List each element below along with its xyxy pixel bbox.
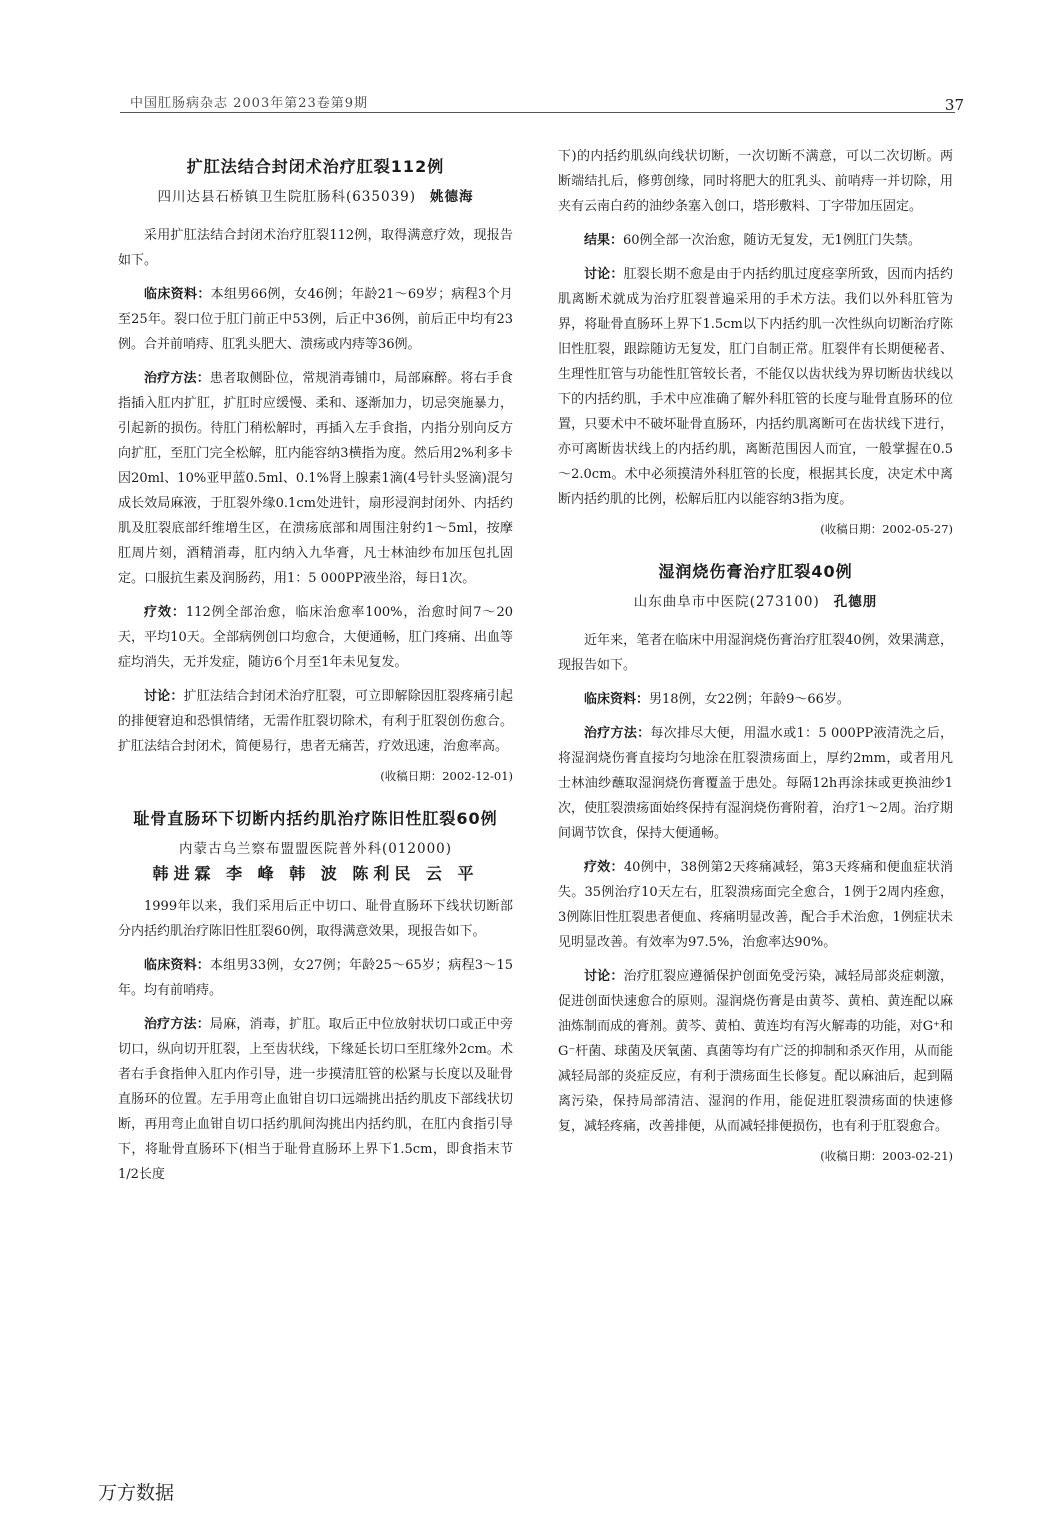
article2-received: (收稿日期：2002-05-27) xyxy=(820,522,953,536)
article3-affiliation: 山东曲阜市中医院(273100) xyxy=(633,594,820,610)
article2-discussion xyxy=(558,262,953,512)
article2-intro: 1999年以来，我们采用后正中切口、耻骨直肠环下线状切断部分内括约肌治疗陈旧性肛裂60例，取得满意效果，现报告如下。 xyxy=(118,899,513,939)
article2-affiliation: 内蒙古乌兰察布盟盟医院普外科(012000) xyxy=(178,841,453,857)
article2-result-text: 60例全部一次治愈，随访无复发，无1例肛门失禁。 xyxy=(623,233,921,248)
header-rule xyxy=(120,112,955,113)
article2-clinical-label: 临床资料： xyxy=(144,958,210,973)
article2-clinical-text: 本组男33例，女27例；年龄25～65岁；病程3～15年。均有前哨痔。 xyxy=(118,958,513,998)
right-column xyxy=(558,144,953,1186)
article3-efficacy-label: 疗效： xyxy=(584,860,624,875)
article1-title: 扩肛法结合封闭术治疗肛裂112例 xyxy=(186,157,445,176)
article1-method-label: 治疗方法： xyxy=(144,371,210,386)
page-number: 37 xyxy=(944,96,964,114)
left-column xyxy=(118,150,513,1196)
article1-affiliation: 四川达县石桥镇卫生院肛肠科(635039) xyxy=(157,189,417,205)
article3-byline xyxy=(558,590,953,610)
article2-method xyxy=(118,1012,513,1187)
article3-method xyxy=(558,721,953,846)
article3-received: (收稿日期：2003-02-21) xyxy=(820,1149,953,1163)
article1-efficacy xyxy=(118,600,513,675)
article3-discussion xyxy=(558,964,953,1139)
article1-method xyxy=(118,366,513,591)
article1-intro: 采用扩肛法结合封闭术治疗肛裂112例，取得满意疗效，现报告如下。 xyxy=(118,228,513,268)
article1-discussion-label: 讨论： xyxy=(144,689,184,704)
article1-clinical-text: 本组男66例，女46例；年龄21～69岁；病程3个月至25年。裂口位于肛门前正中53例，后正中36例，前后正中均有23例。合并前哨痔、肛乳头肥大、溃疡或内痔等36例。 xyxy=(118,287,513,352)
article3-intro: 近年来，笔者在临床中用湿润烧伤膏治疗肛裂40例，效果满意，现报告如下。 xyxy=(558,633,953,673)
article1-author: 姚德海 xyxy=(430,189,474,205)
article1-byline xyxy=(118,185,513,205)
article1-discussion-text: 扩肛法结合封闭术治疗肛裂，可立即解除因肛裂疼痛引起的排便窘迫和恐惧情绪，无需作肛裂切除术，有利于肛裂创伤愈合。扩肛法结合封闭术，简便易行，患者无痛苦，疗效迅速，治愈率高。 xyxy=(118,689,513,754)
article2-authors: 韩进霖 李 峰 韩 波 陈利民 云 平 xyxy=(152,864,479,883)
article2-result-label: 结果： xyxy=(584,233,624,248)
article2-discussion-label: 讨论： xyxy=(584,267,624,282)
article1-received: (收稿日期：2002-12-01) xyxy=(380,769,513,783)
article2-result xyxy=(558,228,953,253)
article1-clinical xyxy=(118,282,513,357)
article3-clinical-text: 男18例，女22例；年龄9～66岁。 xyxy=(649,692,850,707)
article1-efficacy-label: 疗效： xyxy=(144,605,186,620)
article2-method-text: 局麻，消毒，扩肛。取后正中位放射状切口或正中旁切口，纵向切开肛裂，上至齿状线，下缘延长切口至肛缘外2cm。术者右手食指伸入肛内作引导，进一步摸清肛管的松紧与长度以及耻骨直肠环的位置。左手用弯止血钳自切口远端挑出括约肌皮下部线状切断，再用弯止血钳自切口括约肌间沟挑出内括约肌，在肛内食指引导下，将耻骨直肠环下(相当于耻骨直肠环上界下1.5cm，即食指末节1/2长度 xyxy=(118,1017,513,1182)
article3-efficacy xyxy=(558,855,953,955)
article3-clinical xyxy=(558,687,953,712)
article2-method-continued: 下)的内括约肌纵向线状切断，一次切断不满意，可以二次切断。两断端结扎后，修剪创缘，同时将肥大的肛乳头、前哨痔一并切除，用夹有云南白药的油纱条塞入创口，塔形敷料、丁字带加压固定。 xyxy=(558,149,953,214)
article2-method-label: 治疗方法： xyxy=(144,1017,210,1032)
article1-discussion xyxy=(118,684,513,759)
article3-method-text: 每次排尽大便，用温水或1：5 000PP液清洗之后，将湿润烧伤膏直接均匀地涂在肛裂溃疡面上，厚约2mm，或者用凡士林油纱蘸取湿润烧伤膏覆盖于患处。每隔12h再涂抹或更换油纱1次，使肛裂溃疡面始终保持有湿润烧伤膏附着，治疗1～2周。治疗期间调节饮食，保持大便通畅。 xyxy=(558,726,953,841)
article3-method-label: 治疗方法： xyxy=(584,726,651,741)
article1-clinical-label: 临床资料： xyxy=(144,287,211,302)
article3-discussion-text: 治疗肛裂应遵循保护创面免受污染，减轻局部炎症刺激，促进创面快速愈合的原则。湿润烧伤膏是由黄芩、黄柏、黄连配以麻油炼制而成的膏剂。黄芩、黄柏、黄连均有泻火解毒的功能，对G⁺和G⁻杆菌、球菌及厌氧菌、真菌等均有广泛的抑制和杀灭作用，从而能减轻局部的炎症反应，有利于溃疡面生长修复。配以麻油后，起到隔离污染，保持局部清洁、湿润的作用，能促进肛裂溃疡面的快速修复，减轻疼痛，改善排便，从而减轻排便损伤，也有利于肛裂愈合。 xyxy=(558,969,953,1134)
article3-clinical-label: 临床资料： xyxy=(584,692,650,707)
running-header: 中国肛肠病杂志 2003年第23卷第9期 xyxy=(130,96,369,111)
article3-title: 湿润烧伤膏治疗肛裂40例 xyxy=(658,562,853,581)
article3-efficacy-text: 40例中，38例第2天疼痛减轻，第3天疼痛和便血症状消失。35例治疗10天左右，肛裂溃疡面完全愈合，1例于2周内痊愈，3例陈旧性肛裂患者便血、疼痛明显改善，配合手术治愈，1例症状未见明显改善。有效率为97.5%，治愈率达90%。 xyxy=(558,860,953,950)
article3-discussion-label: 讨论： xyxy=(584,969,624,984)
article2-discussion-text: 肛裂长期不愈是由于内括约肌过度痉挛所致，因而内括约肌离断术就成为治疗肛裂普遍采用的手术方法。我们以外科肛管为界，将耻骨直肠环上界下1.5cm以下内括约肌一次性纵向切断治疗陈旧性肛裂，跟踪随访无复发，肛门自制正常。肛裂伴有长期便秘者、生理性肛管与功能性肛管较长者，不能仅以齿状线为界切断齿状线以下的内括约肌，手术中应准确了解外科肛管的长度与耻骨直肠环的位置，只要术中不破坏耻骨直肠环，内括约肌离断可在齿状线下进行，亦可离断齿状线上的内括约肌，离断范围因人而宜，一般掌握在0.5～2.0cm。术中必须摸清外科肛管的长度，根据其长度，决定术中离断内括约肌的比例，松解后肛内以能容纳3指为度。 xyxy=(558,267,953,507)
article3-author: 孔德朋 xyxy=(833,594,878,610)
article2-clinical xyxy=(118,953,513,1003)
article1-efficacy-text: 112例全部治愈，临床治愈率100%，治愈时间7～20天，平均10天。全部病例创口均愈合，大便通畅，肛门疼痛、出血等症均消失，无并发症，随访6个月至1年未见复发。 xyxy=(118,605,513,670)
wanfang-watermark: 万方数据 xyxy=(98,1482,175,1504)
article2-title: 耻骨直肠环下切断内括约肌治疗陈旧性肛裂60例 xyxy=(133,809,498,828)
article1-method-text: 患者取侧卧位，常规消毒铺巾，局部麻醉。将右手食指插入肛内扩肛，扩肛时应缓慢、柔和、逐渐加力，切忌突施暴力，引起新的损伤。待肛门稍松解时，再插入左手食指，内指分别向反方向扩肛，至肛门完全松解，肛内能容纳3横指为度。然后用2%利多卡因20ml、10%亚甲蓝0.5ml、0.1%肾上腺素1滴(4号针头竖滴)混匀成长效局麻液，于肛裂外缘0.1cm处进针，扇形浸润封闭外、内括约肌及肛裂底部纤维增生区，在溃疡底部和周围注射约1～5ml，按摩肛周片刻，酒精消毒，肛内纳入九华膏，凡士林油纱布加压包扎固定。口服抗生素及润肠药，用1：5 000PP液坐浴，每日1次。 xyxy=(118,371,513,586)
